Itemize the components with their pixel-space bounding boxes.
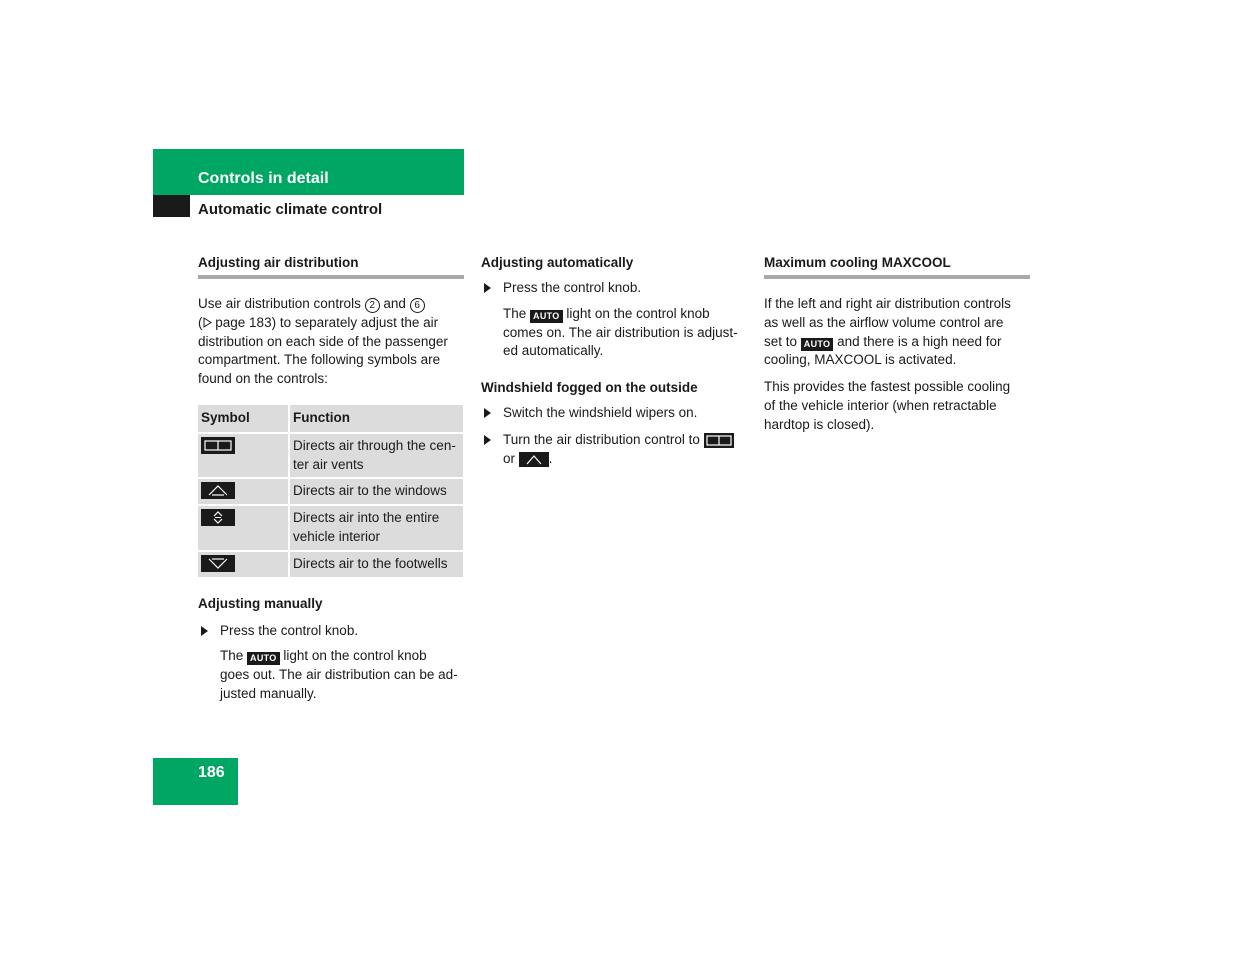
page-ref-arrow-icon — [203, 317, 212, 328]
table-row — [198, 434, 463, 480]
bullet-icon — [484, 283, 491, 293]
header-symbol: Symbol — [198, 405, 290, 434]
table-header-row — [198, 405, 463, 434]
center-vents-icon — [201, 437, 235, 454]
function-text: Directs air to the footwells — [293, 555, 448, 571]
auto-badge-icon: AUTO — [801, 338, 834, 351]
column-2 — [481, 254, 747, 469]
table-row — [198, 479, 463, 506]
list-item — [481, 279, 747, 298]
intro-text: found on the controls: — [198, 371, 328, 387]
marker-6-icon: 6 — [410, 298, 425, 313]
intro-and: and — [383, 296, 406, 311]
subsection-marker — [153, 195, 190, 217]
column-3 — [764, 254, 1030, 435]
header-function: Function — [290, 405, 463, 434]
step-text: or — [503, 450, 516, 466]
heading-maxcool: Maximum cooling MAXCOOL — [764, 254, 1030, 279]
bullet-icon — [201, 626, 208, 636]
body-text: of the vehicle interior (when retractable — [764, 397, 997, 413]
entire-interior-icon — [201, 509, 235, 526]
intro-text: distribution on each side of the passenger — [198, 333, 448, 349]
auto-note — [481, 305, 747, 361]
note-text: goes out. The air distribution can be ad- — [220, 667, 458, 683]
maxcool-paragraph-2 — [764, 378, 1030, 434]
list-item — [481, 404, 747, 423]
note-text: The — [220, 648, 244, 664]
function-text: Directs air into the entire — [293, 510, 440, 526]
section-title: Controls in detail — [198, 170, 329, 187]
intro-paren: ( — [198, 314, 203, 330]
symbol-table — [198, 405, 463, 579]
function-text: ter air vents — [293, 456, 364, 472]
manual-note — [198, 647, 464, 703]
intro-text: Use air distribution controls — [198, 296, 361, 311]
heading-windshield-fogged: Windshield fogged on the outside — [481, 380, 698, 396]
intro-paragraph — [198, 295, 464, 389]
auto-badge-icon: AUTO — [247, 652, 280, 665]
heading-adjusting-manually: Adjusting manually — [198, 595, 323, 611]
body-text: hardtop is closed). — [764, 416, 875, 432]
body-text: If the left and right air distribution controls — [764, 296, 1011, 311]
intro-text: page 183) to separately adjust the air — [215, 314, 439, 330]
center-vents-icon — [704, 433, 734, 448]
note-text: light on the control knob — [566, 305, 710, 321]
step-text: . — [548, 450, 553, 466]
function-text: vehicle interior — [293, 528, 381, 544]
maxcool-paragraph-1 — [764, 295, 1030, 370]
note-text: light on the control knob — [283, 648, 427, 664]
bullet-icon — [484, 435, 491, 445]
subsection-title: Automatic climate control — [198, 201, 383, 218]
step-text: Press the control knob. — [503, 280, 642, 295]
function-text: Directs air through the cen- — [293, 437, 456, 453]
footwells-arrow-icon — [201, 555, 235, 572]
note-text: ed automatically. — [503, 343, 604, 359]
auto-badge-icon: AUTO — [530, 310, 563, 323]
body-text: cooling, MAXCOOL is activated. — [764, 352, 957, 368]
step-text: Turn the air distribution control to — [503, 431, 700, 447]
heading-adjusting-automatically: Adjusting automatically — [481, 255, 634, 270]
marker-2-icon: 2 — [365, 298, 380, 313]
body-text: as well as the airflow volume control are — [764, 314, 1004, 330]
note-text: The — [503, 305, 527, 321]
function-text: Directs air to the windows — [293, 483, 447, 499]
note-text: comes on. The air distribution is adjust- — [503, 324, 738, 340]
note-text: justed manually. — [220, 685, 317, 701]
column-1 — [198, 254, 464, 704]
body-text: and there is a high need for — [837, 333, 1002, 349]
list-item — [198, 622, 464, 641]
body-text: set to — [764, 333, 798, 349]
body-text: This provides the fastest possible cooling — [764, 379, 1011, 395]
step-text: Switch the windshield wipers on. — [503, 405, 698, 421]
table-row — [198, 506, 463, 552]
bullet-icon — [484, 408, 491, 418]
table-row — [198, 552, 463, 579]
intro-text: compartment. The following symbols are — [198, 352, 441, 368]
page-number: 186 — [198, 764, 225, 781]
list-item — [481, 431, 747, 469]
page-number-box — [153, 758, 238, 805]
heading-air-distribution: Adjusting air distribution — [198, 254, 464, 279]
windows-arrow-icon — [519, 452, 549, 467]
step-text: Press the control knob. — [220, 622, 359, 638]
windows-arrow-icon — [201, 482, 235, 499]
